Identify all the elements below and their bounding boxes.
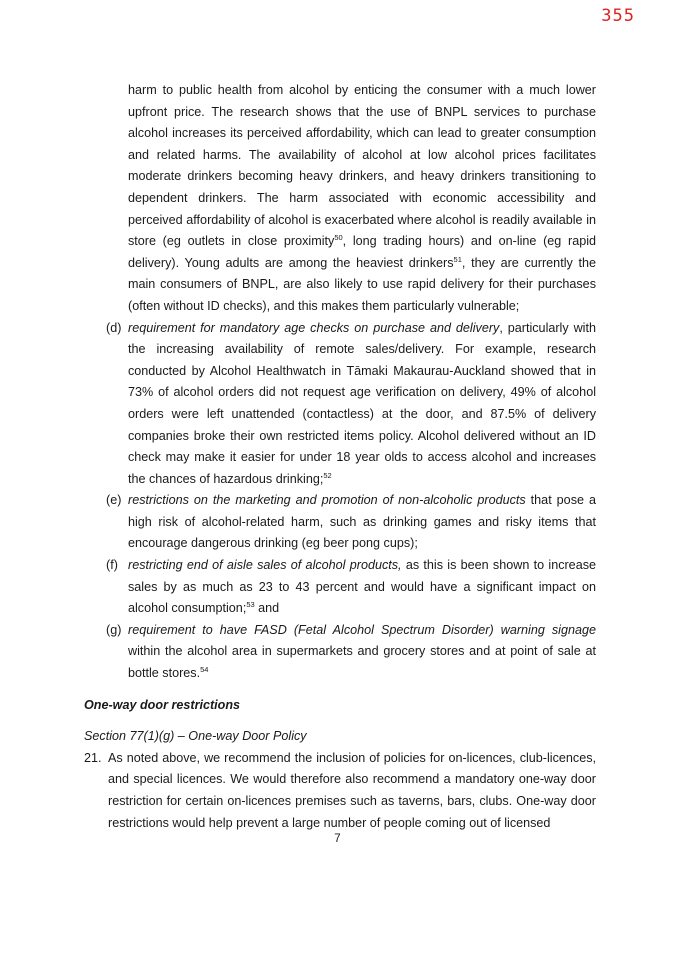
paragraph-number: 21.	[84, 750, 102, 765]
document-body	[84, 80, 596, 834]
footnote-ref: 52	[323, 470, 332, 480]
list-item-text: as this is been shown to increase sales by as much as 23 to 43 percent and would have a significant impact on alcohol consumption;	[128, 558, 596, 616]
footnote-ref: 53	[246, 600, 255, 610]
list-item-label: (f)	[106, 558, 118, 573]
list-item-emphasis: requirement to have FASD (Fetal Alcohol Spectrum Disorder) warning signage	[128, 622, 596, 637]
paragraph-text: , long trading hours) and on-line (eg rapid delivery). Young adults are among the heaviest drinkers	[128, 234, 597, 270]
paragraph-text: As noted above, we recommend the inclusion of policies for on-licences, club-licences, and special licences. We would therefore also recommend a mandatory one-way door restriction for certain on-licences premises such as taverns, bars, clubs. One-way door restrictions would help prevent a large number of people coming out of licensed	[108, 750, 596, 830]
list-item-text: and	[254, 601, 280, 616]
list-item-label: (e)	[106, 493, 122, 508]
list-item-g	[84, 620, 596, 685]
paragraph-text: , they are currently the main consumers of BNPL, are also likely to use rapid delivery for their purchases (often without ID checks), and this makes them particularly vulnerable;	[128, 255, 596, 313]
list-item-label: (d)	[106, 320, 122, 335]
list-item-text: within the alcohol area in supermarkets and grocery stores and at point of sale at bottle stores.	[128, 644, 596, 681]
section-subheading: Section 77(1)(g) – One-way Door Policy	[84, 729, 307, 744]
paragraph-text: harm to public health from alcohol by enticing the consumer with a much lower upfront price. The research shows that the use of BNPL services to purchase alcohol increases its perceived affordability, which can lead to greater consumption and related harms. The availability of alcohol at low alcohol prices facilitates moderate drinkers becoming heavy drinkers, and heavy drinkers transitioning to dependent drinkers. The harm associated with economic accessibility and perceived affordability of alcohol is exacerbated where alcohol is readily available in store (eg outlets in close proximity	[128, 83, 596, 249]
list-item-d	[84, 318, 596, 491]
continued-paragraph	[84, 80, 596, 318]
numbered-paragraph-21	[84, 748, 596, 834]
list-item-emphasis: restrictions on the marketing and promotion of non-alcoholic products	[128, 493, 526, 508]
section-heading: One-way door restrictions	[84, 697, 241, 712]
list-item-label: (g)	[106, 622, 122, 637]
footnote-ref: 50	[334, 233, 343, 243]
list-item-f	[84, 555, 596, 620]
list-item-e	[84, 490, 596, 555]
list-item-text: , particularly with the increasing availability of remote sales/delivery. For example, research conducted by Alcohol Healthwatch in Tāmaki Makaurau-Auckland showed that in 73% of alcohol orders did not request age verification on delivery, 49% of alcohol orders were left unattended (contactless) at the door, and 87.5% of delivery companies broke their own restricted items policy. Alcohol delivered without an ID check may make it easier for under 18 year olds to access alcohol and increases the chances of hazardous drinking;	[128, 320, 596, 486]
list-item-emphasis: requirement for mandatory age checks on purchase and delivery	[128, 320, 500, 335]
footnote-ref: 51	[453, 254, 462, 264]
page-stamp-number: 355	[601, 6, 635, 26]
footnote-ref: 54	[200, 665, 209, 675]
list-item-text: that pose a high risk of alcohol-related harm, such as drinking games and risky items that encourage dangerous drinking (eg beer pong cups);	[128, 493, 596, 551]
page-number: 7	[334, 833, 341, 845]
list-item-emphasis: restricting end of aisle sales of alcohol products,	[128, 558, 402, 573]
